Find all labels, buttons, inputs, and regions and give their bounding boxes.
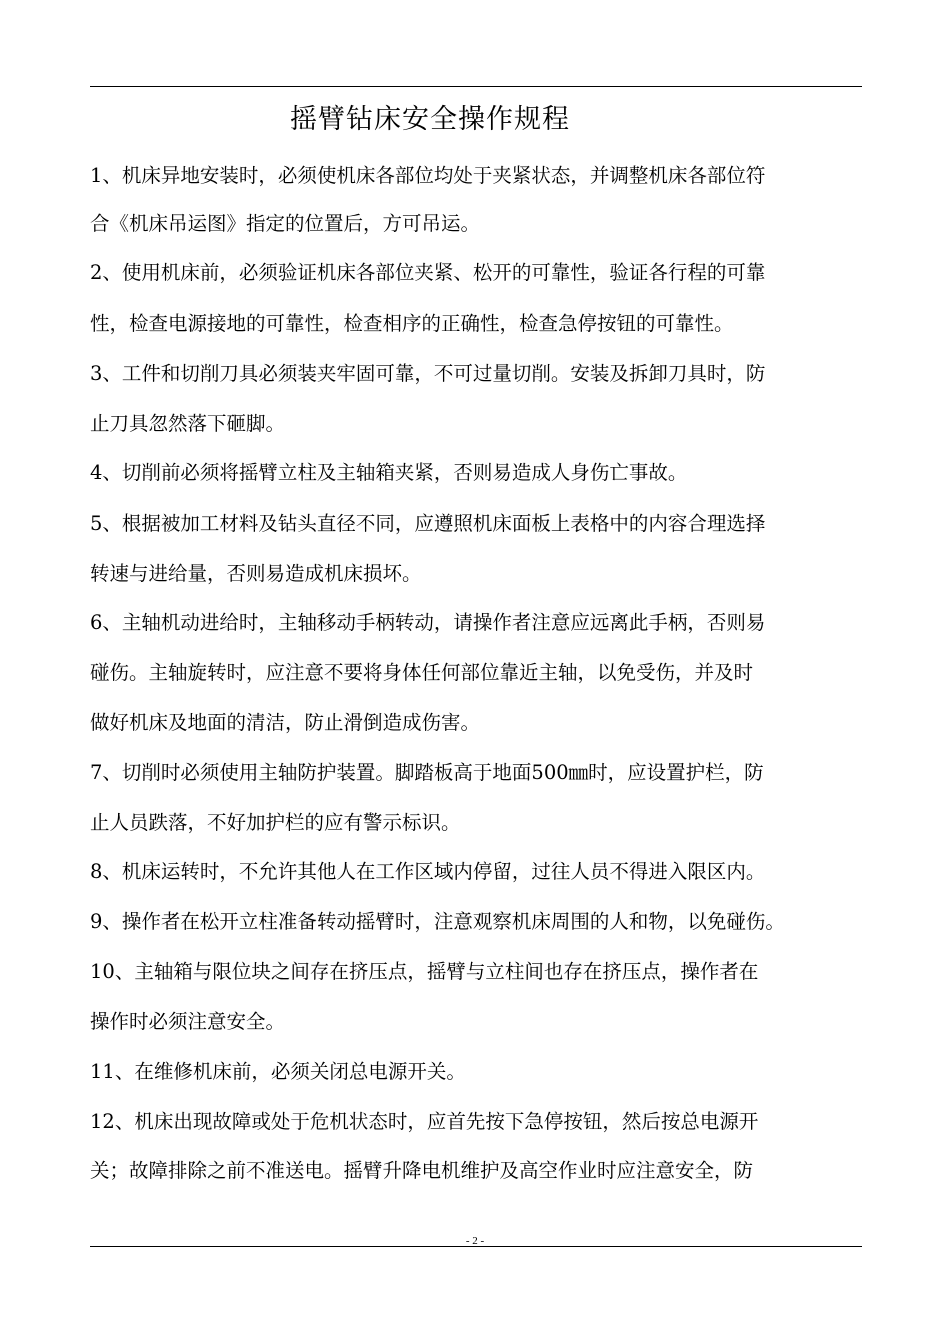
body-line: 关；故障排除之前不准送电。摇臂升降电机维护及高空作业时应注意安全，防 xyxy=(90,1159,754,1182)
body-line: 止刀具忽然落下砸脚。 xyxy=(90,412,286,435)
body-line: 11、在维修机床前，必须关闭总电源开关。 xyxy=(90,1060,466,1083)
header-rule xyxy=(90,86,862,87)
body-line: 止人员跌落，不好加护栏的应有警示标识。 xyxy=(90,811,461,834)
document-title: 摇臂钻床安全操作规程 xyxy=(290,104,570,135)
body-line: 性，检查电源接地的可靠性，检查相序的正确性，检查急停按钮的可靠性。 xyxy=(90,312,734,335)
body-line: 12、机床出现故障或处于危机状态时，应首先按下急停按钮，然后按总电源开 xyxy=(90,1110,759,1133)
body-line: 8、机床运转时，不允许其他人在工作区域内停留，过往人员不得进入限区内。 xyxy=(90,860,766,883)
body-line: 7、切削时必须使用主轴防护装置。脚踏板高于地面500㎜时，应设置护栏，防 xyxy=(90,761,764,784)
body-line: 转速与进给量，否则易造成机床损坏。 xyxy=(90,562,422,585)
body-line: 5、根据被加工材料及钻头直径不同，应遵照机床面板上表格中的内容合理选择 xyxy=(90,512,766,535)
page-number: - 2 - xyxy=(465,1235,485,1247)
body-line: 做好机床及地面的清洁，防止滑倒造成伤害。 xyxy=(90,711,481,734)
body-line: 6、主轴机动进给时，主轴移动手柄转动，请操作者注意应远离此手柄，否则易 xyxy=(90,611,766,634)
body-line: 10、主轴箱与限位块之间存在挤压点，摇臂与立柱间也存在挤压点，操作者在 xyxy=(90,960,759,983)
body-line: 操作时必须注意安全。 xyxy=(90,1010,286,1033)
body-line: 4、切削前必须将摇臂立柱及主轴箱夹紧，否则易造成人身伤亡事故。 xyxy=(90,461,688,484)
body-line: 2、使用机床前，必须验证机床各部位夹紧、松开的可靠性，验证各行程的可靠 xyxy=(90,261,766,284)
body-line: 3、工件和切削刀具必须装夹牢固可靠，不可过量切削。安装及拆卸刀具时，防 xyxy=(90,362,766,385)
body-line: 合《机床吊运图》指定的位置后，方可吊运。 xyxy=(90,212,481,235)
body-line: 碰伤。主轴旋转时，应注意不要将身体任何部位靠近主轴，以免受伤，并及时 xyxy=(90,661,754,684)
footer-rule xyxy=(90,1246,862,1247)
body-line: 9、操作者在松开立柱准备转动摇臂时，注意观察机床周围的人和物，以免碰伤。 xyxy=(90,910,785,933)
body-line: 1、机床异地安装时，必须使机床各部位均处于夹紧状态，并调整机床各部位符 xyxy=(90,164,766,187)
